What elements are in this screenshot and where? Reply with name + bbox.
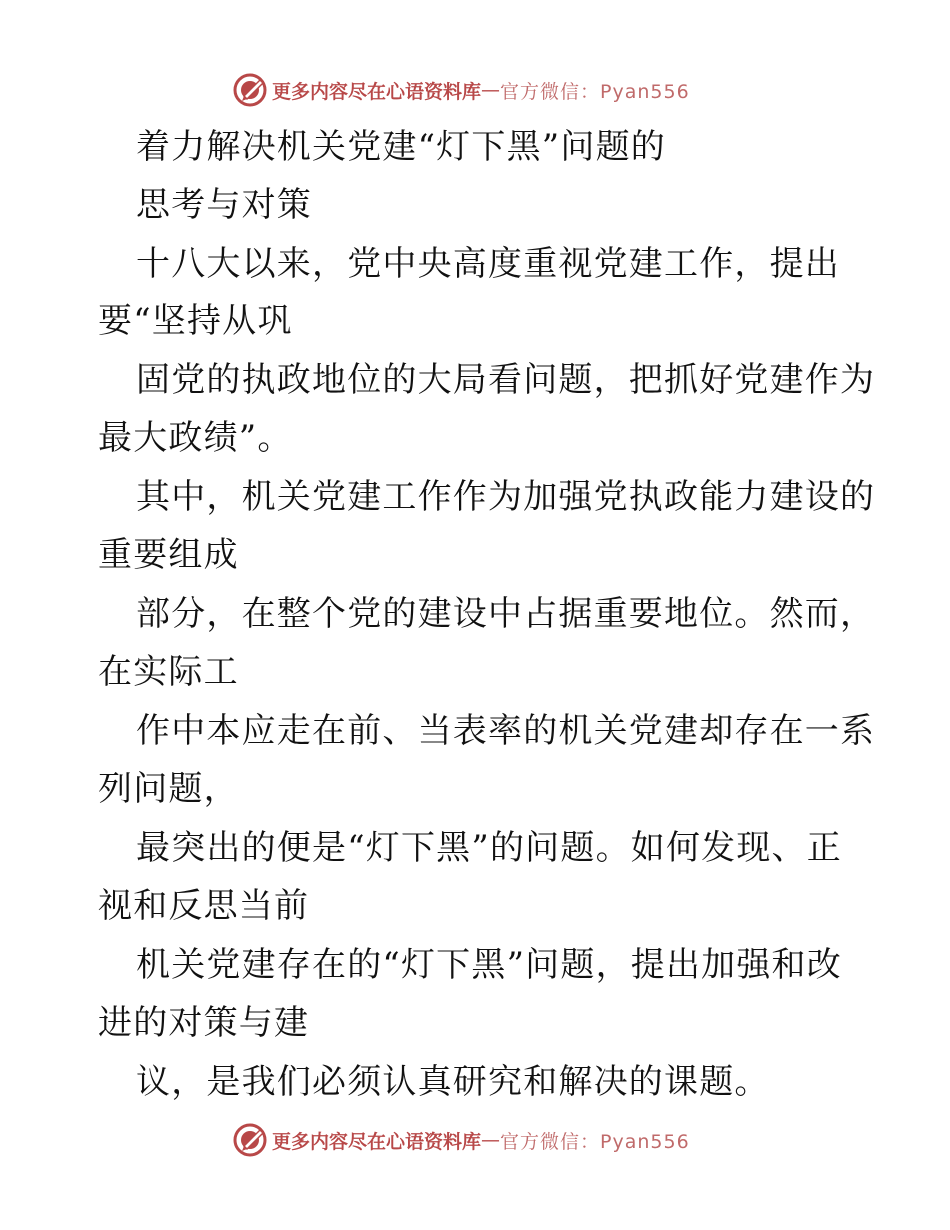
brand-logo-icon — [232, 72, 268, 108]
text-line: 其中，机关党建工作作为加强党执政能力建设的 — [136, 477, 876, 517]
text-line: 十八大以来，党中央高度重视党建工作，提出 — [136, 244, 840, 284]
text-line: 作中本应走在前、当表率的机关党建却存在一系 — [136, 711, 876, 751]
watermark-dash: — — [481, 1129, 501, 1151]
text-line: 视和反思当前 — [98, 886, 310, 926]
text-line: 议，是我们必须认真研究和解决的课题。 — [136, 1062, 770, 1102]
footer-watermark — [232, 1120, 732, 1160]
text-line: 机关党建存在的“灯下黑”问题，提出加强和改 — [136, 945, 842, 985]
title-line-1: 着力解决机关党建“灯下黑”问题的 — [136, 127, 666, 167]
text-line: 最大政绩”。 — [98, 418, 293, 458]
watermark-main-text: 更多内容尽在心语资料库 — [272, 80, 482, 103]
text-line: 固党的执政地位的大局看问题，把抓好党建作为 — [136, 360, 876, 400]
watermark-sub-text: 官方微信：Pyan556 — [500, 80, 690, 103]
text-line: 在实际工 — [98, 652, 239, 692]
header-watermark — [232, 70, 732, 110]
text-line: 部分，在整个党的建设中占据重要地位。然而， — [136, 594, 876, 634]
brand-logo-icon — [232, 1122, 268, 1158]
text-line: 重要组成 — [98, 535, 239, 575]
watermark-main-text: 更多内容尽在心语资料库 — [272, 1130, 482, 1153]
watermark-sub-text: 官方微信：Pyan556 — [500, 1130, 690, 1153]
text-line: 列问题， — [98, 769, 239, 809]
text-line: 进的对策与建 — [98, 1003, 310, 1043]
text-line: 最突出的便是“灯下黑”的问题。如何发现、正 — [136, 828, 842, 868]
title-line-2: 思考与对策 — [136, 185, 312, 225]
watermark-dash: — — [481, 79, 501, 101]
text-line: 要“坚持从巩 — [98, 301, 293, 341]
